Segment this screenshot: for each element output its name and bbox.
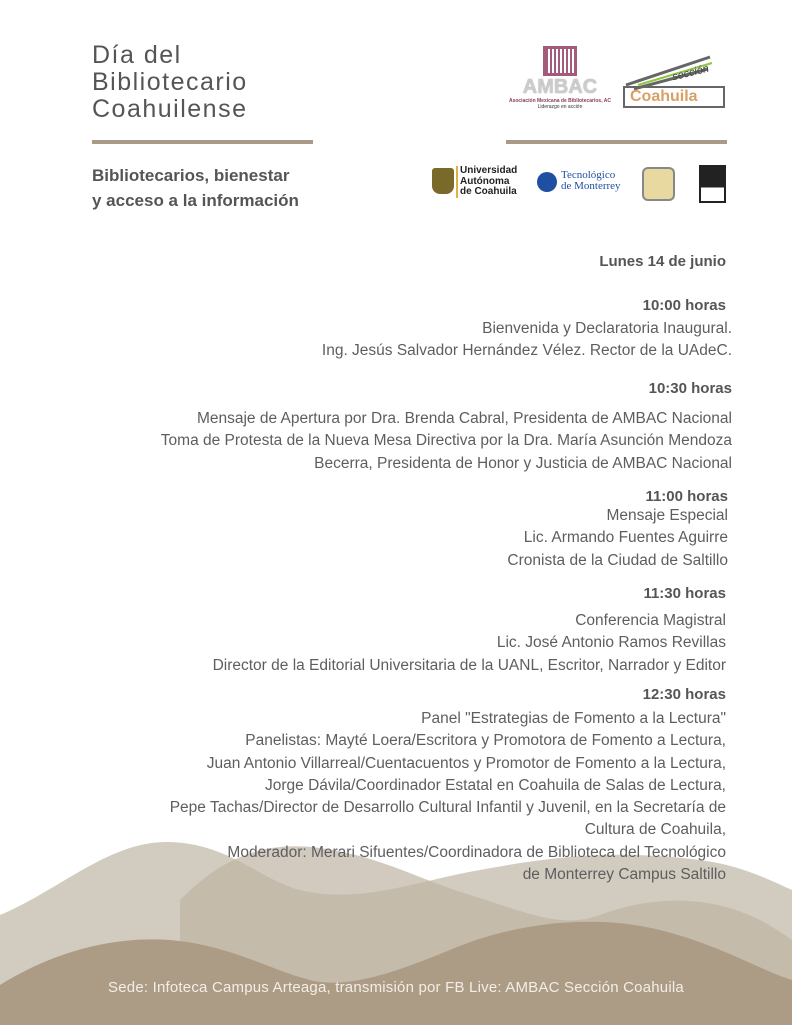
event-date: Lunes 14 de junio xyxy=(599,253,726,270)
shield-logo-icon xyxy=(642,167,675,201)
tec-line: de Monterrey xyxy=(561,180,621,192)
coahuila-text: Coahuila xyxy=(630,88,698,105)
session-details xyxy=(170,708,726,886)
session-line: de Monterrey Campus Saltillo xyxy=(522,866,726,884)
session-line: Juan Antonio Villarreal/Cuentacuentos y Promotor de Fomento a la Lectura, xyxy=(206,754,726,772)
session-line: Panel "Estrategias de Fomento a la Lectura" xyxy=(421,710,726,727)
ambac-emblem-icon xyxy=(543,46,577,76)
session-line: Director de la Editorial Universitaria de la UANL, Escritor, Narrador y Editor xyxy=(212,656,726,674)
tec-line: Tecnológico xyxy=(561,169,616,181)
ambac-logo xyxy=(506,46,614,122)
session-line: Becerra, Presidenta de Honor y Justicia de AMBAC Nacional xyxy=(314,454,732,472)
session-line: Jorge Dávila/Coordinador Estatal en Coahuila de Salas de Lectura, xyxy=(265,776,726,794)
session-details xyxy=(507,505,728,572)
session-line: Pepe Tachas/Director de Desarrollo Cultural Infantil y Juvenil, en la Secretaría de xyxy=(169,799,726,817)
session-line: Panelistas: Mayté Loera/Escritora y Promotora de Fomento a Lectura, xyxy=(245,732,726,750)
session-time: 11:30 horas xyxy=(643,585,726,602)
title-line: Día del xyxy=(92,41,182,69)
session-line: Moderador: Merari Sifuentes/Coordinadora de Biblioteca del Tecnológico xyxy=(227,843,726,861)
ambac-name: AMBAC xyxy=(522,76,598,98)
session-line: Cultura de Coahuila, xyxy=(584,821,726,839)
title-divider xyxy=(92,140,313,144)
logo-divider xyxy=(506,140,727,144)
tec-emblem-icon xyxy=(537,172,557,192)
uadec-logo xyxy=(432,166,522,198)
venue-footer: Sede: Infoteca Campus Arteaga, transmisión por FB Live: AMBAC Sección Coahuila xyxy=(108,979,684,996)
seccion-text: sección xyxy=(671,62,711,84)
session-line: Conferencia Magistral xyxy=(575,612,726,629)
uadec-line: Universidad xyxy=(460,165,518,176)
session-details xyxy=(322,318,732,363)
bottom-band xyxy=(0,1020,792,1025)
session-details xyxy=(213,610,726,677)
uadec-shield-icon xyxy=(432,168,454,194)
session-line: Bienvenida y Declaratoria Inaugural. xyxy=(482,320,732,337)
session-line: Mensaje Especial xyxy=(606,507,728,524)
ambac-line1: Asociación Mexicana de Bibliotecarios, AC xyxy=(508,98,612,104)
title-line: Coahuilense xyxy=(92,95,248,123)
title-line: Bibliotecario xyxy=(92,68,248,96)
session-time: 12:30 horas xyxy=(642,686,726,703)
session-line: Lic. José Antonio Ramos Revillas xyxy=(496,634,726,652)
subtitle xyxy=(92,163,299,213)
session-line: Mensaje de Apertura por Dra. Brenda Cabral, Presidenta de AMBAC Nacional xyxy=(196,410,732,427)
uadec-line: de Coahuila xyxy=(460,186,517,197)
session-details xyxy=(161,408,732,475)
uadec-line: Autónoma xyxy=(460,175,510,187)
building-logo-icon xyxy=(699,165,726,203)
seccion-coahuila-logo xyxy=(622,55,726,109)
tec-logo xyxy=(537,170,627,194)
page-title xyxy=(92,42,248,123)
session-line: Ing. Jesús Salvador Hernández Vélez. Rector de la UAdeC. xyxy=(321,342,732,360)
session-time: 11:00 horas xyxy=(645,488,728,505)
session-time: 10:00 horas xyxy=(642,297,726,314)
subtitle-line: Bibliotecarios, bienestar xyxy=(92,166,290,185)
ambac-line2: Liderazgo en acción xyxy=(537,104,583,110)
session-line: Toma de Protesta de la Nueva Mesa Directiva por la Dra. María Asunción Mendoza xyxy=(160,432,732,450)
subtitle-line: y acceso a la información xyxy=(92,191,299,210)
session-line: Cronista de la Ciudad de Saltillo xyxy=(507,551,728,569)
session-time: 10:30 horas xyxy=(648,380,732,397)
session-line: Lic. Armando Fuentes Aguirre xyxy=(523,529,728,547)
